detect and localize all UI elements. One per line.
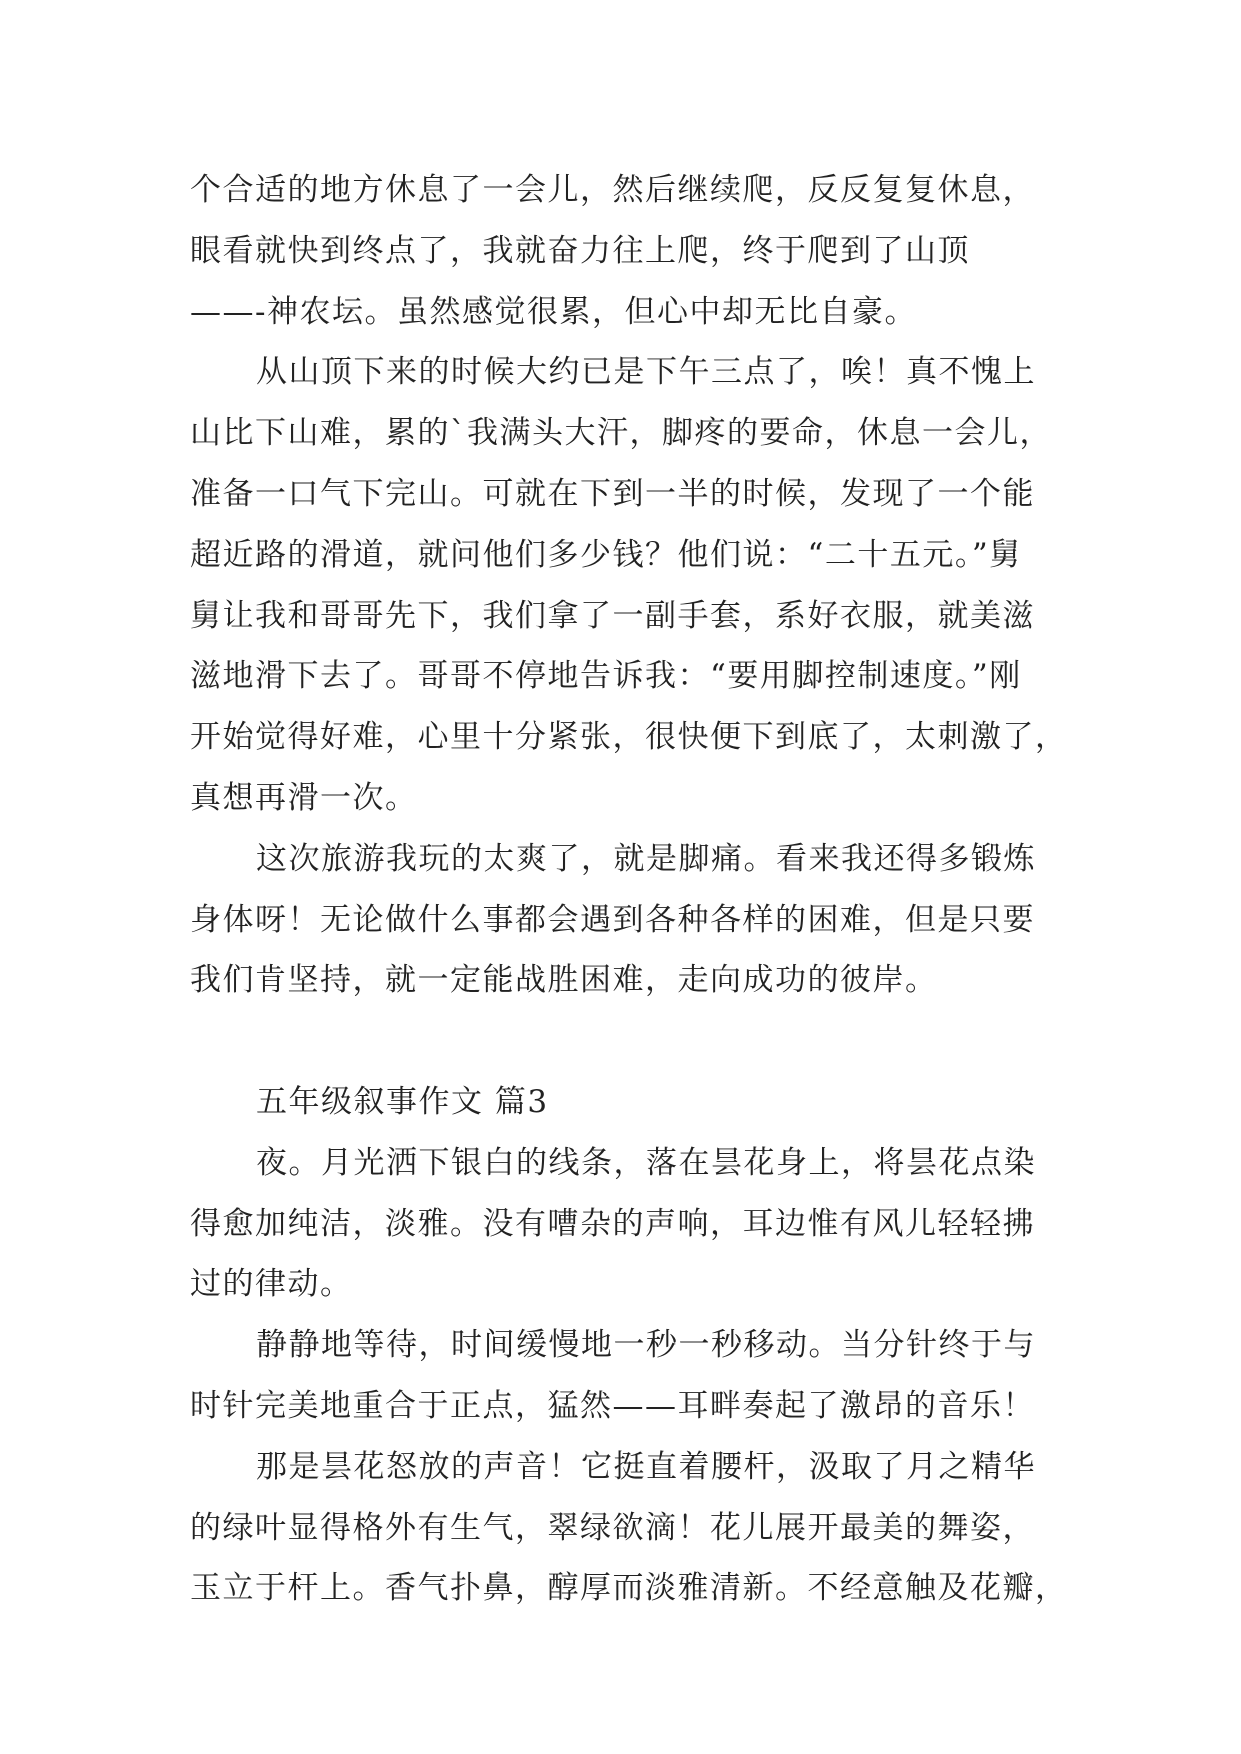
text-line: 夜。月光洒下银白的线条，落在昙花身上，将昙花点染 (256, 1144, 1036, 1181)
text-line: 舅让我和哥哥先下，我们拿了一副手套，系好衣服，就美滋 (190, 597, 1035, 634)
paragraph-2 (190, 342, 1070, 828)
paragraph-5 (190, 1315, 1070, 1437)
text-line: 时针完美地重合于正点，猛然——耳畔奏起了激昂的音乐！ (190, 1387, 1035, 1424)
text-line: 开始觉得好难，心里十分紧张，很快便下到底了，太刺激了， (190, 719, 1068, 756)
text-line: ——-神农坛。虽然感觉很累，但心中却无比自豪。 (190, 293, 917, 330)
text-line: 得愈加纯洁，淡雅。没有嘈杂的声响，耳边惟有风儿轻轻拂 (190, 1205, 1035, 1242)
paragraph-6 (190, 1437, 1070, 1619)
text-line: 静静地等待，时间缓慢地一秒一秒移动。当分针终于与 (256, 1327, 1036, 1364)
text-line: 那是昙花怒放的声音！它挺直着腰杆，汲取了月之精华 (256, 1448, 1036, 1485)
text-line: 个合适的地方休息了一会儿，然后继续爬，反反复复休息， (190, 172, 1035, 208)
text-line: 准备一口气下完山。可就在下到一半的时候，发现了一个能 (190, 475, 1035, 512)
section-heading: 五年级叙事作文 篇3 (256, 1083, 549, 1120)
document-body (190, 160, 1070, 1619)
text-line: 滋地滑下去了。哥哥不停地告诉我：“要用脚控制速度。”刚 (190, 658, 1022, 695)
text-line: 我们肯坚持，就一定能战胜困难，走向成功的彼岸。 (190, 962, 938, 999)
text-line: 玉立于杆上。香气扑鼻，醇厚而淡雅清新。不经意触及花瓣， (190, 1570, 1068, 1607)
text-line: 过的律动。 (190, 1266, 353, 1303)
paragraph-spacer (190, 1011, 1070, 1072)
paragraph-3 (190, 829, 1070, 1011)
text-line: 超近路的滑道，就问他们多少钱？他们说：“二十五元。”舅 (190, 536, 1022, 573)
text-line: 山比下山难，累的`我满头大汗，脚疼的要命，休息一会儿， (190, 415, 1052, 452)
text-line: 真想再滑一次。 (190, 779, 418, 816)
paragraph-1 (190, 160, 1070, 342)
text-line: 的绿叶显得格外有生气，翠绿欲滴！花儿展开最美的舞姿， (190, 1509, 1035, 1546)
text-line: 这次旅游我玩的太爽了，就是脚痛。看来我还得多锻炼 (256, 840, 1036, 877)
text-line: 眼看就快到终点了，我就奋力往上爬，终于爬到了山顶 (190, 232, 970, 269)
paragraph-4 (190, 1133, 1070, 1315)
text-line: 从山顶下来的时候大约已是下午三点了，唉！真不愧上 (256, 354, 1036, 391)
text-line: 身体呀！无论做什么事都会遇到各种各样的困难，但是只要 (190, 901, 1035, 938)
